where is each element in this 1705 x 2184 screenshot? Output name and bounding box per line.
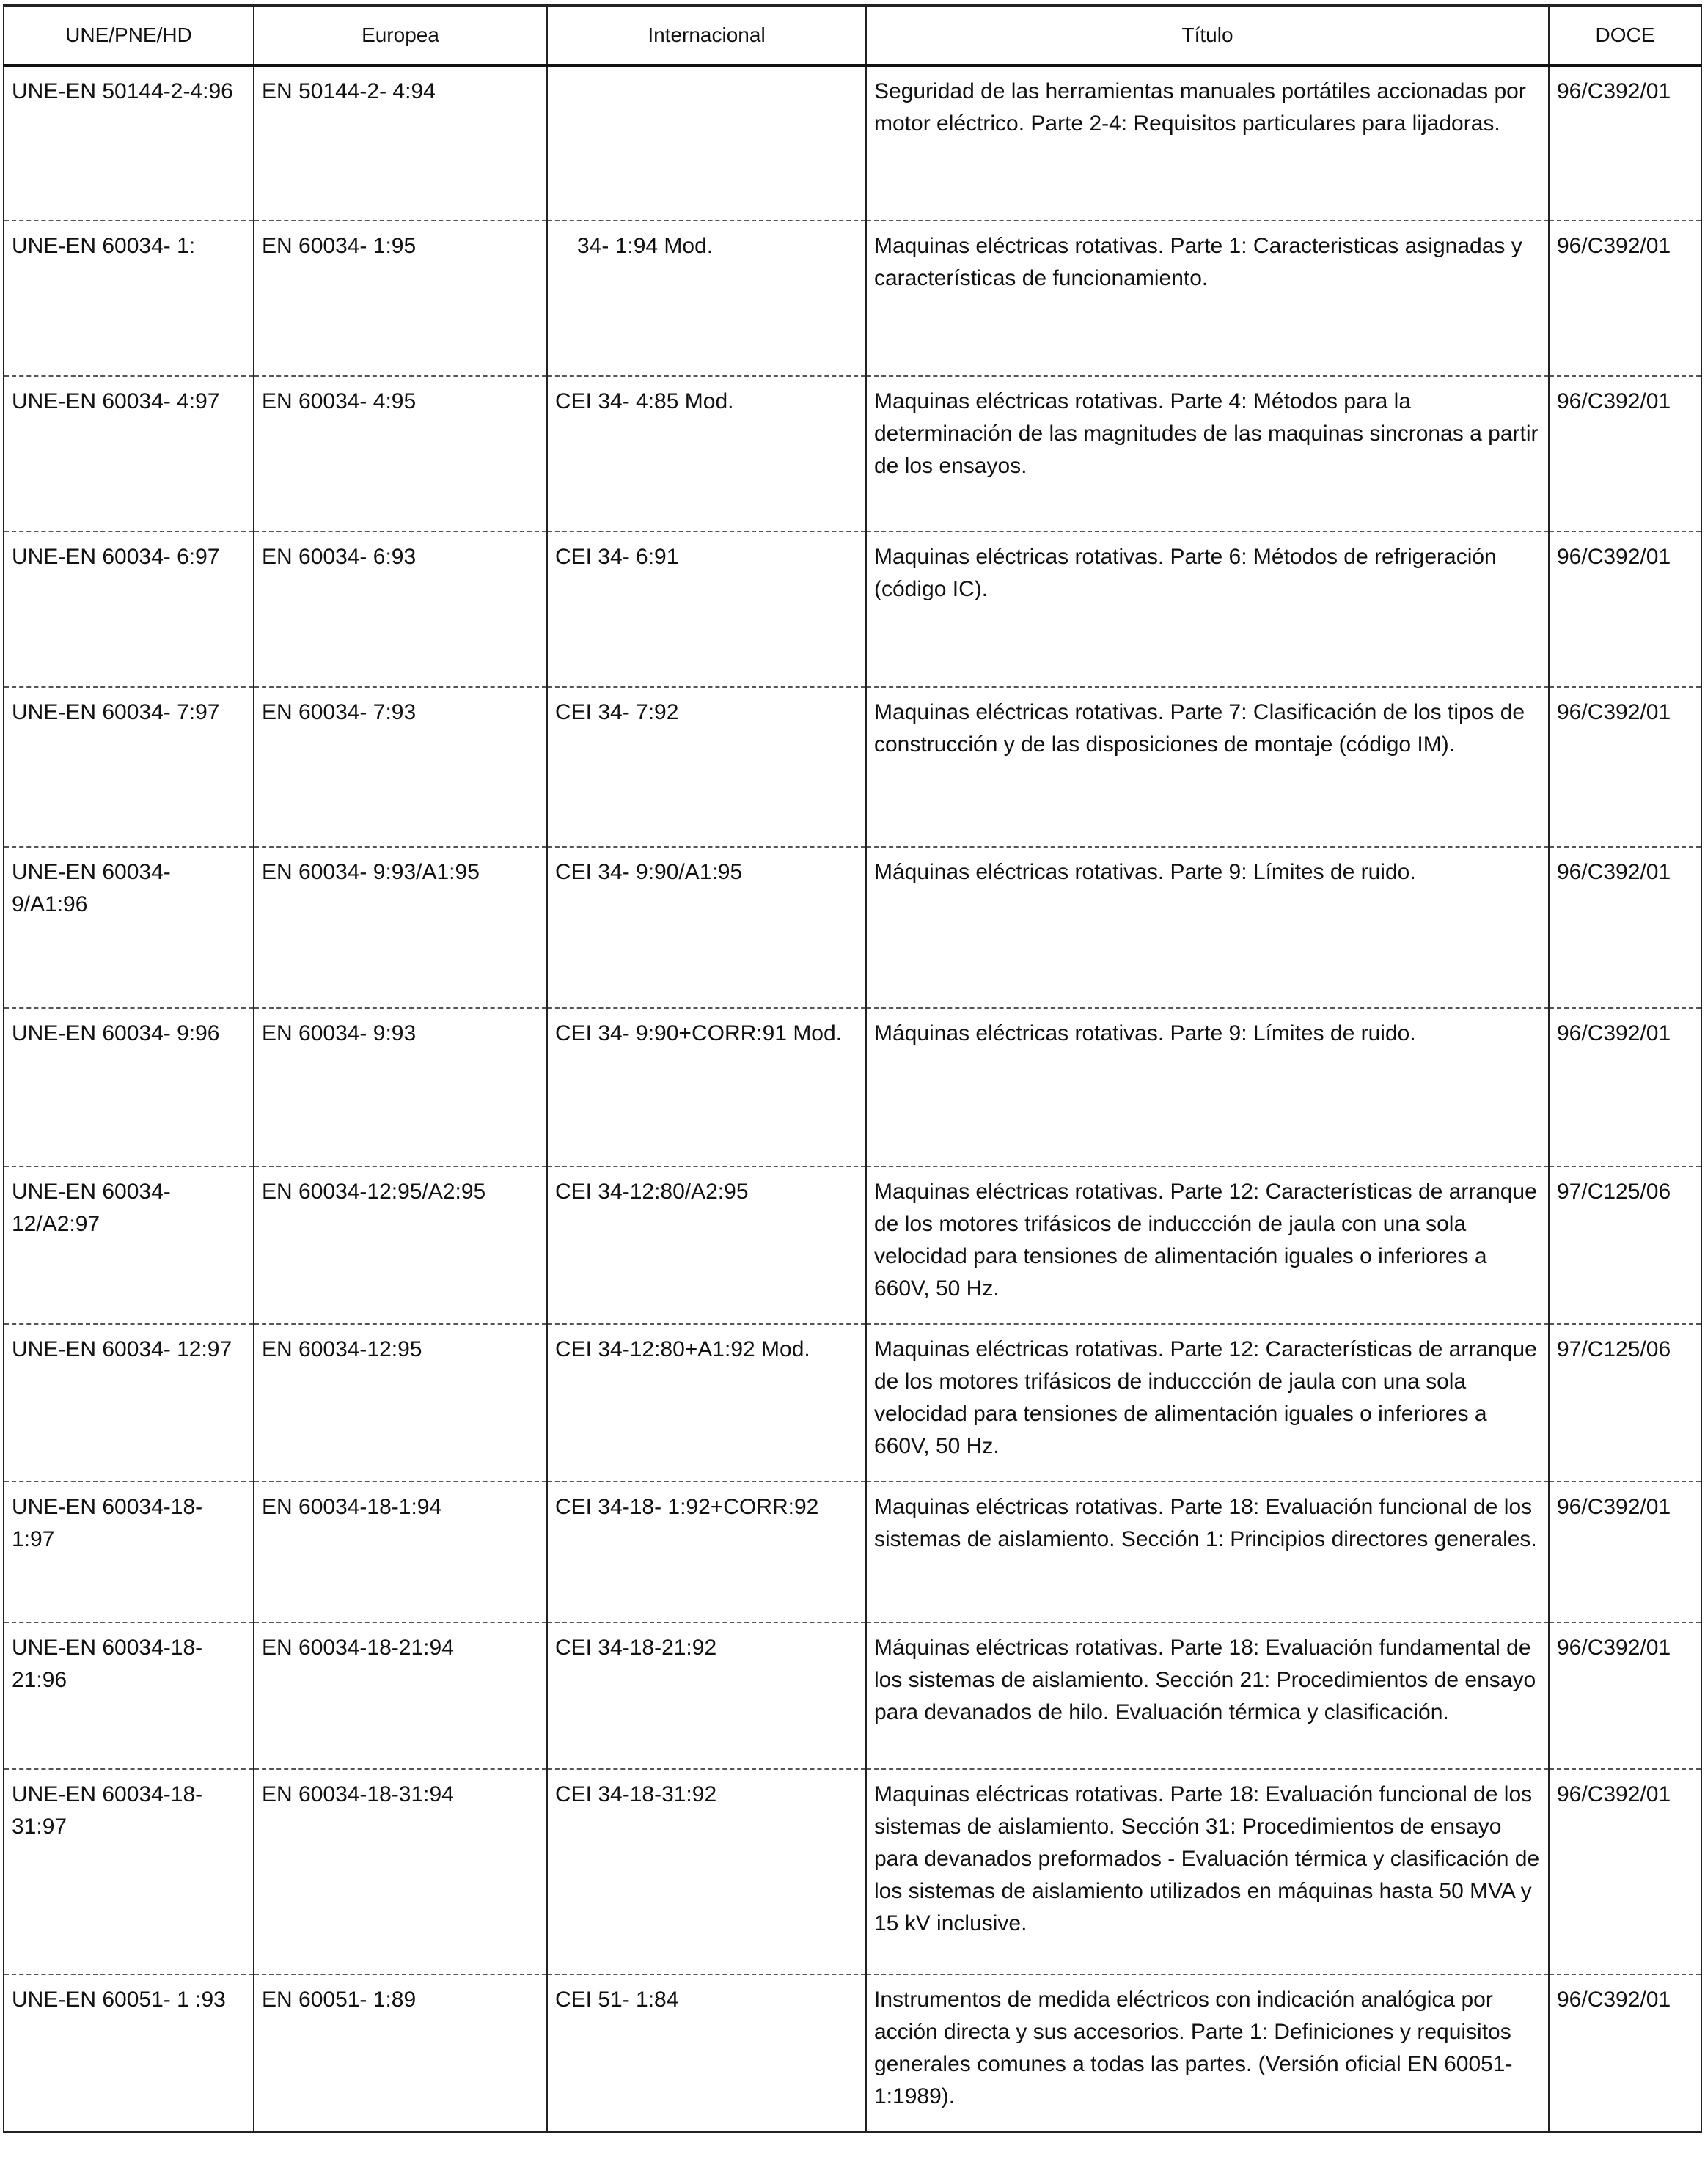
cell-une: UNE-EN 60034- 9:96 xyxy=(4,1008,254,1166)
cell-titulo: Máquinas eléctricas rotativas. Parte 9: Límites de ruido. xyxy=(866,847,1549,1008)
table-row xyxy=(4,687,1701,847)
cell-internacional: CEI 34- 4:85 Mod. xyxy=(547,376,866,532)
cell-europea: EN 60034- 9:93 xyxy=(254,1008,547,1166)
table-row xyxy=(4,1008,1701,1166)
cell-internacional: 34- 1:94 Mod. xyxy=(547,221,866,376)
cell-internacional: CEI 51- 1:84 xyxy=(547,1974,866,2132)
table-row xyxy=(4,1166,1701,1324)
cell-une: UNE-EN 60051- 1 :93 xyxy=(4,1974,254,2132)
table-row xyxy=(4,1622,1701,1769)
cell-titulo: Maquinas eléctricas rotativas. Parte 6: Métodos de refrigeración (código IC). xyxy=(866,532,1549,687)
cell-europea: EN 60034- 9:93/A1:95 xyxy=(254,847,547,1008)
cell-titulo: Maquinas eléctricas rotativas. Parte 4: Métodos para la determinación de las magnitudes de las maquinas sincronas a partir de los ensayos. xyxy=(866,376,1549,532)
cell-titulo: Maquinas eléctricas rotativas. Parte 18: Evaluación funcional de los sistemas de aislamiento. Sección 1: Principios directores generales. xyxy=(866,1482,1549,1622)
header-internacional: Internacional xyxy=(547,6,866,66)
cell-une: UNE-EN 60034- 6:97 xyxy=(4,532,254,687)
header-doce: DOCE xyxy=(1549,6,1701,66)
cell-titulo: Máquinas eléctricas rotativas. Parte 18: Evaluación fundamental de los sistemas de aislamiento. Sección 21: Procedimientos de ensayo para devanados de hilo. Evaluación térmica y clasificación. xyxy=(866,1622,1549,1769)
cell-titulo: Maquinas eléctricas rotativas. Parte 1: Caracteristicas asignadas y características de funcionamiento. xyxy=(866,221,1549,376)
cell-internacional: CEI 34-18-31:92 xyxy=(547,1769,866,1974)
cell-europea: EN 60034-18-1:94 xyxy=(254,1482,547,1622)
cell-europea: EN 60034-18-31:94 xyxy=(254,1769,547,1974)
table-row xyxy=(4,65,1701,221)
cell-doce: 96/C392/01 xyxy=(1549,687,1701,847)
cell-une: UNE-EN 60034- 12/A2:97 xyxy=(4,1166,254,1324)
cell-une: UNE-EN 50144-2-4:96 xyxy=(4,65,254,221)
cell-internacional: CEI 34-18- 1:92+CORR:92 xyxy=(547,1482,866,1622)
cell-doce: 96/C392/01 xyxy=(1549,1769,1701,1974)
table-row xyxy=(4,847,1701,1008)
cell-titulo: Instrumentos de medida eléctricos con indicación analógica por acción directa y sus accesorios. Parte 1: Definiciones y requisitos generales comunes a todas las partes. (Versión oficial EN 60051-1:1989). xyxy=(866,1974,1549,2132)
cell-internacional xyxy=(547,65,866,221)
cell-internacional: CEI 34- 9:90/A1:95 xyxy=(547,847,866,1008)
cell-doce: 96/C392/01 xyxy=(1549,1482,1701,1622)
cell-une: UNE-EN 60034- 7:97 xyxy=(4,687,254,847)
cell-doce: 96/C392/01 xyxy=(1549,65,1701,221)
header-titulo: Título xyxy=(866,6,1549,66)
cell-europea: EN 60034- 1:95 xyxy=(254,221,547,376)
cell-titulo: Máquinas eléctricas rotativas. Parte 9: Límites de ruido. xyxy=(866,1008,1549,1166)
cell-internacional: CEI 34-12:80+A1:92 Mod. xyxy=(547,1324,866,1482)
cell-titulo: Maquinas eléctricas rotativas. Parte 7: Clasificación de los tipos de construcción y de las disposiciones de montaje (código IM). xyxy=(866,687,1549,847)
cell-internacional: CEI 34-12:80/A2:95 xyxy=(547,1166,866,1324)
cell-titulo: Seguridad de las herramientas manuales portátiles accionadas por motor eléctrico. Parte 2-4: Requisitos particulares para lijadoras. xyxy=(866,65,1549,221)
cell-europea: EN 60034- 4:95 xyxy=(254,376,547,532)
cell-titulo: Maquinas eléctricas rotativas. Parte 12: Características de arranque de los motores trifásicos de induccción de jaula con una sola velocidad para tensiones de alimentación iguales o inferiores a 660V, 50 Hz. xyxy=(866,1166,1549,1324)
table-row xyxy=(4,532,1701,687)
table-row xyxy=(4,221,1701,376)
cell-europea: EN 60034-12:95/A2:95 xyxy=(254,1166,547,1324)
cell-internacional: CEI 34- 9:90+CORR:91 Mod. xyxy=(547,1008,866,1166)
cell-une: UNE-EN 60034-18- 21:96 xyxy=(4,1622,254,1769)
cell-une: UNE-EN 60034-18- 1:97 xyxy=(4,1482,254,1622)
cell-doce: 96/C392/01 xyxy=(1549,1008,1701,1166)
cell-une: UNE-EN 60034-18- 31:97 xyxy=(4,1769,254,1974)
header-europea: Europea xyxy=(254,6,547,66)
cell-europea: EN 60051- 1:89 xyxy=(254,1974,547,2132)
cell-doce: 96/C392/01 xyxy=(1549,1622,1701,1769)
header-une: UNE/PNE/HD xyxy=(4,6,254,66)
cell-europea: EN 60034-18-21:94 xyxy=(254,1622,547,1769)
cell-doce: 96/C392/01 xyxy=(1549,376,1701,532)
cell-une: UNE-EN 60034- 9/A1:96 xyxy=(4,847,254,1008)
cell-une: UNE-EN 60034- 1: xyxy=(4,221,254,376)
cell-europea: EN 60034-12:95 xyxy=(254,1324,547,1482)
cell-une: UNE-EN 60034- 4:97 xyxy=(4,376,254,532)
cell-doce: 96/C392/01 xyxy=(1549,847,1701,1008)
cell-doce: 97/C125/06 xyxy=(1549,1166,1701,1324)
table-row xyxy=(4,1482,1701,1622)
cell-doce: 96/C392/01 xyxy=(1549,1974,1701,2132)
table-row xyxy=(4,1974,1701,2132)
table-header-row xyxy=(4,6,1701,66)
cell-une: UNE-EN 60034- 12:97 xyxy=(4,1324,254,1482)
table-row xyxy=(4,376,1701,532)
cell-doce: 96/C392/01 xyxy=(1549,532,1701,687)
cell-internacional: CEI 34-18-21:92 xyxy=(547,1622,866,1769)
table-row xyxy=(4,1324,1701,1482)
cell-doce: 96/C392/01 xyxy=(1549,221,1701,376)
standards-table xyxy=(3,4,1702,2133)
cell-europea: EN 60034- 7:93 xyxy=(254,687,547,847)
cell-europea: EN 50144-2- 4:94 xyxy=(254,65,547,221)
cell-europea: EN 60034- 6:93 xyxy=(254,532,547,687)
cell-titulo: Maquinas eléctricas rotativas. Parte 12: Características de arranque de los motores trifásicos de induccción de jaula con una sola velocidad para tensiones de alimentación iguales o inferiores a 660V, 50 Hz. xyxy=(866,1324,1549,1482)
table-row xyxy=(4,1769,1701,1974)
cell-internacional: CEI 34- 7:92 xyxy=(547,687,866,847)
cell-titulo: Maquinas eléctricas rotativas. Parte 18: Evaluación funcional de los sistemas de aislamiento. Sección 31: Procedimientos de ensayo para devanados preformados - Evaluación térmica y clasificación de los sistemas de aislamiento utilizados en máquinas hasta 50 MVA y 15 kV inclusive. xyxy=(866,1769,1549,1974)
cell-internacional: CEI 34- 6:91 xyxy=(547,532,866,687)
cell-doce: 97/C125/06 xyxy=(1549,1324,1701,1482)
